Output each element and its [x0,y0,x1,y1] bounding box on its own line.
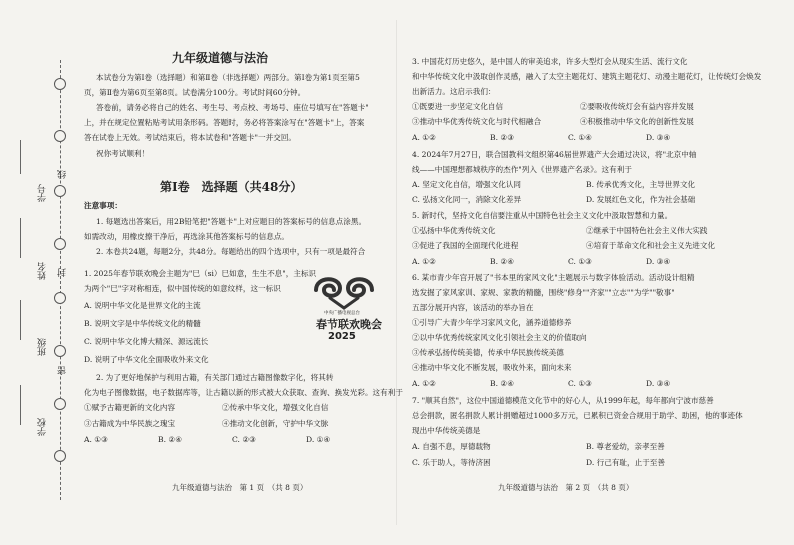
answer-option[interactable]: C. ②③ [232,435,256,444]
answer-option[interactable]: D. ①④ [306,435,331,444]
school-label: 学校 [38,418,48,436]
answer-option[interactable]: C. 弘扬文化同一，消除文化差异 [412,195,522,204]
question-stem: 五部分展开内容，该活动的举办旨在 [412,303,534,312]
logo-year: 2025 [328,331,356,342]
answer-option[interactable]: C. ①③ [568,379,592,388]
answer-option[interactable]: A. ①② [412,133,436,142]
answer-option[interactable]: C. ①③ [568,257,592,266]
name-label: 姓名 [38,262,48,280]
notes-heading: 注意事项： [84,201,122,210]
answer-option[interactable]: D. 行己有耻，止于至善 [586,458,665,467]
answer-option[interactable]: B. 传承优秀文化，主导世界文化 [586,180,696,189]
statement-item: ③传承弘扬传统美德，传承中华民族传统美德 [412,348,564,357]
question-stem: 2. 为了更好地保护与利用古籍，有关部门通过古籍图像数字化，将其转 [96,373,334,382]
secret-mark: 密 [58,366,68,375]
answer-option[interactable]: B. ②④ [490,379,515,388]
exam-title: 九年级道德与法治 [172,51,269,65]
note-line: 如需改动，用橡皮擦干净后，再选涂其他答案标号的信息点。 [84,232,290,241]
statement-item: ④推动中华文化不断发展，吸收外来，面向未来 [412,363,572,372]
statement-item: ②要吸收传统灯会有益内容并发展 [580,102,694,111]
question-stem: 线——中国理想都城秩序的杰作"列入《世界遗产名录》。这有利于 [412,165,632,174]
statement-item: ④培育于革命文化和社会主义先进文化 [586,241,716,250]
statement-item: ③促进了我国的全面现代化进程 [412,241,519,250]
answer-option[interactable]: D. 发展红色文化，作为社会基础 [586,195,696,204]
answer-option[interactable]: D. ③④ [646,133,671,142]
ruyi-snake-icon [310,268,378,310]
question-stem: 和中华传统文化中汲取创作灵感，融入了太空主题花灯、建筑主题花灯、动漫主题花灯，让传统灯会焕发 [412,72,762,81]
answer-option[interactable]: D. ③④ [646,379,671,388]
statement-item: ①引导广大青少年学习家风文化，涵养道德修养 [412,318,572,327]
seal-mark: 封 [58,268,68,277]
page-footer: 九年级道德与法治 第 1 页 （共 8 页） [172,483,308,492]
answer-option[interactable]: B. ②③ [490,133,515,142]
class-label: 班级 [38,338,48,356]
question-stem: 5. 新时代，坚持文化自信要注重从中国特色社会主义文化中汲取智慧和力量。 [412,211,673,220]
statement-item: ②传承中华文化，增强文化自信 [222,403,329,412]
cut-line-mark: 线 [58,170,68,179]
note-line: 1. 每题选出答案后，用2B铅笔把"答题卡"上对应题目的答案标号的信息点涂黑。 [96,217,367,226]
question-stem: 1. 2025年春节联欢晚会主题为"巳（si）巳如意，生生不息"，主标识 [84,269,317,278]
right-page [396,0,794,545]
logo-name: 春节联欢晚会 [316,318,382,331]
answer-option[interactable]: D. 说明了中华文化全面吸收外来文化 [84,355,209,364]
note-line: 2. 本卷共24题，每题2分，共48分。每题给出的四个选项中，只有一项是最符合 [96,247,366,256]
student-id-label: 学号 [38,184,48,202]
question-stem: 选发掘了家风家训、家规、家教的精髓，围绕"修身""齐家""立志""为学""敬事" [412,288,675,297]
answer-option[interactable]: B. ②④ [158,435,183,444]
answer-option[interactable]: A. 坚定文化自信，增强文化认同 [412,180,522,189]
answer-option[interactable]: A. ①② [412,379,436,388]
statement-item: ③古籍成为中华民族之瑰宝 [84,419,176,428]
answer-option[interactable]: A. 自强不息，厚德载物 [412,442,491,451]
section-title: 第Ⅰ卷 选择题（共48分） [160,180,303,194]
question-stem: 3. 中国花灯历史悠久，是中国人的审美追求，许多大型灯会从现实生活、流行文化 [412,57,688,66]
intro-line: 上，并在规定位置粘贴考试用条形码。答题时，务必将答案涂写在"答题卡"上，答案 [84,118,365,127]
answer-option[interactable]: B. 尊老爱幼，亲孝至善 [586,442,665,451]
answer-option[interactable]: C. 说明中华文化博大精深、源远流长 [84,337,209,346]
statement-item: ②继承于中国特色社会主义伟大实践 [586,226,708,235]
statement-item: ①赋予古籍更新的文化内容 [84,403,176,412]
answer-option[interactable]: B. 说明文字是中华传统文化的精髓 [84,319,201,328]
question-stem: 现出中华传统美德是 [412,426,481,435]
answer-option[interactable]: A. ①② [412,257,436,266]
intro-line: 答卷前，请务必将自己的姓名、考生号、考点校、考场号、座位号填写在"答题卡" [96,103,369,112]
question-stem: 6. 某市青少年宫开展了"书本里的家风文化"主题展示与数字体验活动。活动设计组精 [412,273,695,282]
statement-item: ③推动中华优秀传统文化与时代相融合 [412,117,542,126]
question-stem: 4. 2024年7月27日，联合国教科文组织第46届世界遗产大会通过决议，将"北京中轴 [412,150,697,159]
answer-option[interactable]: A. ①③ [84,435,108,444]
statement-item: ①既要进一步坚定文化自信 [412,102,504,111]
answer-option[interactable]: C. ①④ [568,133,592,142]
answer-option[interactable]: D. ③④ [646,257,671,266]
question-stem: 7. "顺其自然"，这位中国道德模范文化节中的好心人，从1999年起，每年都向宁波市慈善 [412,396,714,405]
question-stem: 化为电子图像数据，电子数据库等，让古籍以新的形式被大众获取、查询、换发光彩。这有利于 [84,388,403,397]
question-stem: 为两个"巳"字对称相连，似中国传统的如意纹样，这一标识 [84,284,281,293]
answer-option[interactable]: B. ②④ [490,257,515,266]
statement-item: ②以中华优秀传统家风文化引领社会主义的价值取向 [412,333,587,342]
page-footer: 九年级道德与法治 第 2 页 （共 8 页） [498,483,634,492]
intro-line: 页，第Ⅱ卷为第6页至第8页。试卷满分100分。考试时间60分钟。 [84,88,306,97]
statement-item: ①弘扬中华优秀传统文化 [412,226,496,235]
question-stem: 总会捐款，匿名捐款人累计捐赠超过1000多万元，已累积已资金合规用于助学、助困，他的事迹体 [412,411,743,420]
answer-option[interactable]: A. 说明中华文化是世界文化的主流 [84,301,201,310]
spring-festival-gala-logo [310,268,382,348]
answer-option[interactable]: C. 乐于助人，等待济困 [412,458,491,467]
question-stem: 出新活力。这启示我们： [412,87,496,96]
intro-line: 答在试卷上无效。考试结束后，将本试卷和"答题卡"一并交回。 [84,133,297,142]
intro-line: 本试卷分为第Ⅰ卷（选择题）和第Ⅱ卷（非选择题）两部分。第Ⅰ卷为第1页至第5 [96,73,360,82]
statement-item: ④推动文化创新，守护中华文脉 [222,419,329,428]
statement-item: ④积极推动中华文化的创新性发展 [580,117,694,126]
intro-line: 祝你考试顺利！ [96,149,150,158]
logo-org: 中央广播电视总台 [324,311,360,316]
